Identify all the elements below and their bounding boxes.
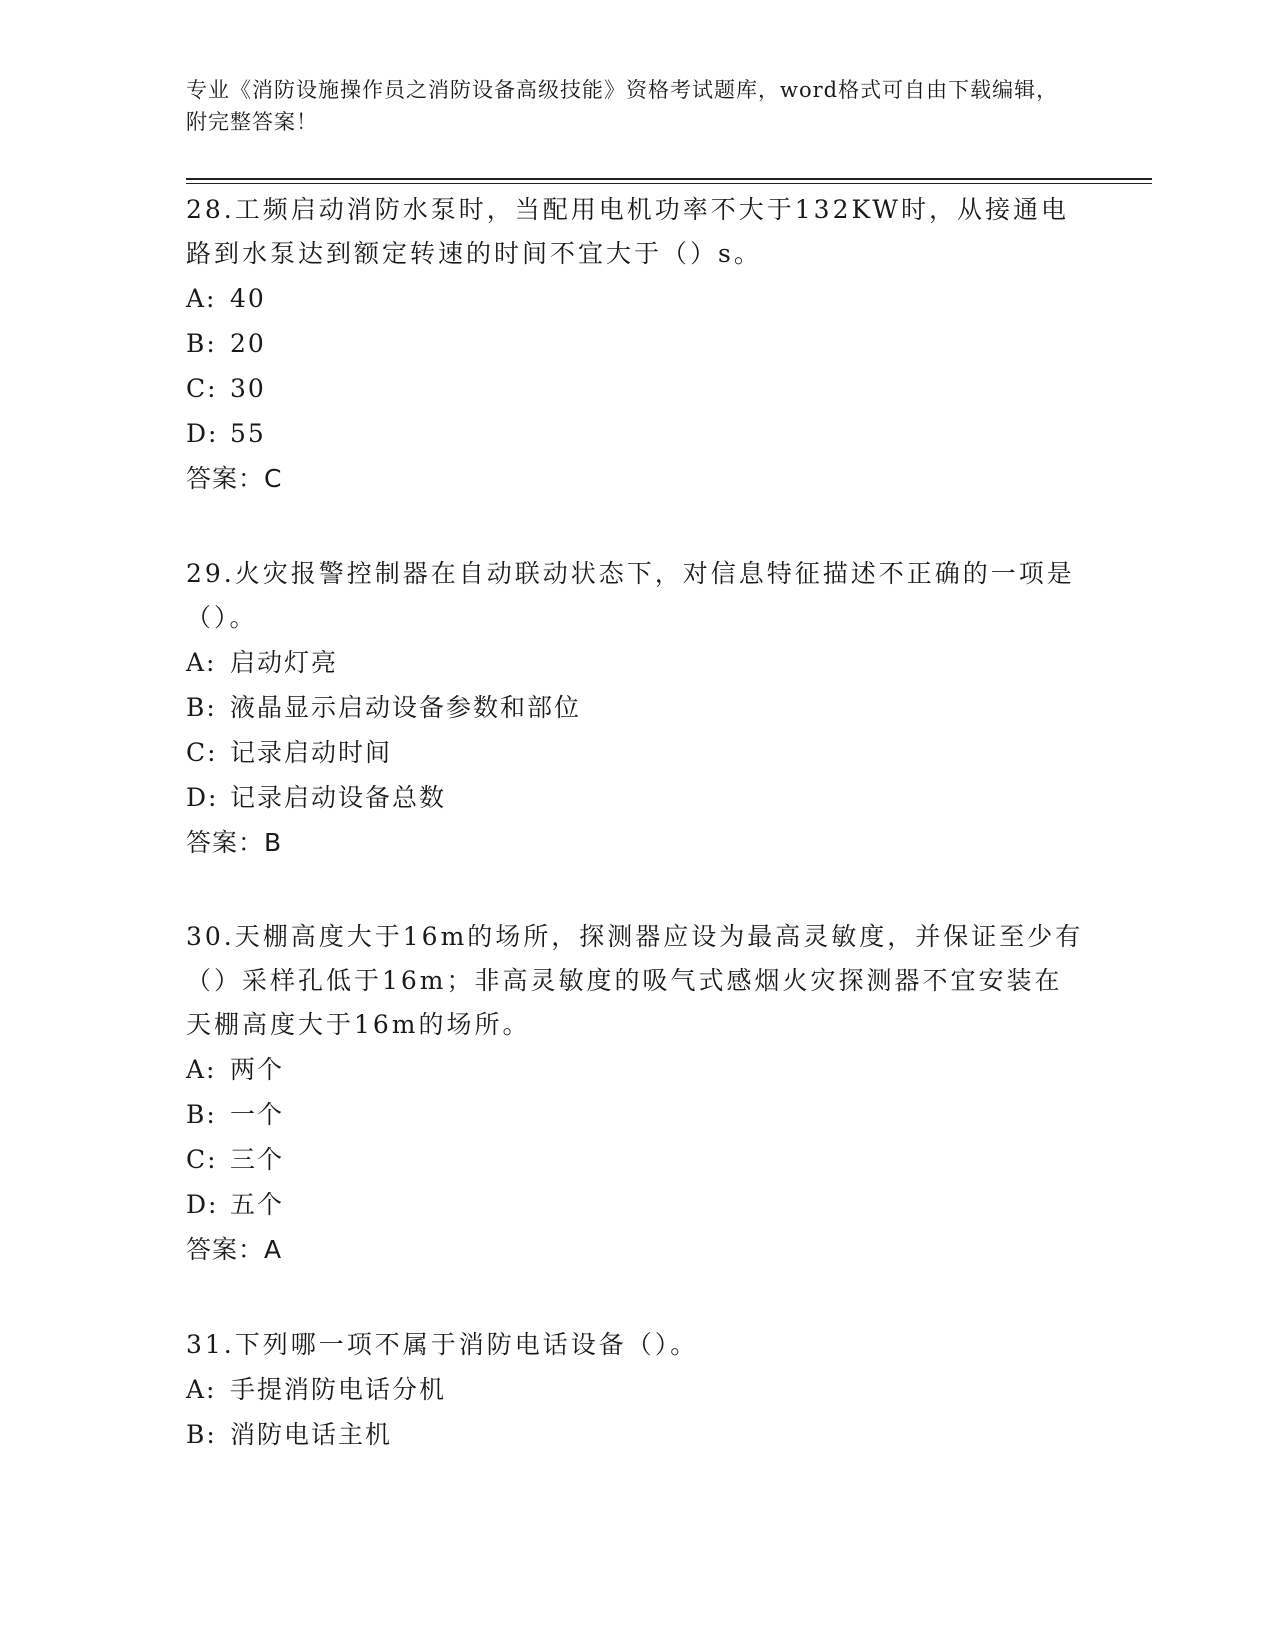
option-text: 两个 — [230, 1055, 285, 1084]
question-28 — [186, 188, 1086, 501]
answer-key: 答案：A — [186, 1235, 283, 1264]
question-stem: 30.天棚高度大于16m的场所，探测器应设为最高灵敏度，并保证至少有（）采样孔低于16m；非高灵敏度的吸气式感烟火灾探测器不宜安装在天棚高度大于16m的场所。 — [186, 922, 1084, 1039]
answer-key: 答案：B — [186, 828, 283, 857]
option-d — [186, 775, 1086, 820]
answer-key: 答案：C — [186, 464, 283, 493]
option-label: D: — [186, 1190, 219, 1219]
option-d — [186, 411, 1086, 456]
option-text: 40 — [230, 284, 266, 313]
option-label: B: — [186, 693, 217, 722]
option-b — [186, 1412, 1086, 1457]
option-b — [186, 685, 1086, 730]
option-text: 记录启动时间 — [230, 738, 393, 767]
question-30 — [186, 915, 1086, 1272]
document-header: 专业《消防设施操作员之消防设备高级技能》资格考试题库，word格式可自由下载编辑，附完整答案！ — [186, 78, 1059, 134]
question-stem: 29.火灾报警控制器在自动联动状态下，对信息特征描述不正确的一项是（）。 — [186, 559, 1075, 632]
option-a — [186, 640, 1086, 685]
option-text: 记录启动设备总数 — [230, 783, 447, 812]
option-label: D: — [186, 419, 219, 448]
question-29 — [186, 552, 1086, 865]
option-text: 五个 — [230, 1190, 285, 1219]
option-c — [186, 366, 1086, 411]
option-label: A: — [186, 284, 217, 313]
option-d — [186, 1182, 1086, 1227]
option-label: A: — [186, 1375, 217, 1404]
option-a — [186, 1047, 1086, 1092]
option-text: 55 — [230, 419, 266, 448]
option-label: B: — [186, 329, 217, 358]
header-divider-thick — [186, 178, 1152, 180]
option-label: B: — [186, 1100, 217, 1129]
option-c — [186, 730, 1086, 775]
option-c — [186, 1137, 1086, 1182]
option-text: 30 — [230, 374, 266, 403]
option-text: 手提消防电话分机 — [230, 1375, 447, 1404]
question-stem: 31.下列哪一项不属于消防电话设备（）。 — [186, 1330, 699, 1359]
option-a — [186, 276, 1086, 321]
option-label: A: — [186, 1055, 217, 1084]
option-a — [186, 1367, 1086, 1412]
option-text: 消防电话主机 — [230, 1420, 393, 1449]
option-text: 启动灯亮 — [230, 648, 339, 677]
option-text: 20 — [230, 329, 266, 358]
option-text: 液晶显示启动设备参数和部位 — [230, 693, 582, 722]
header-divider-thin — [186, 183, 1152, 184]
option-b — [186, 321, 1086, 366]
option-label: C: — [186, 374, 218, 403]
question-stem: 28.工频启动消防水泵时，当配用电机功率不大于132KW时，从接通电路到水泵达到额定转速的时间不宜大于（）s。 — [186, 195, 1069, 268]
option-text: 一个 — [230, 1100, 285, 1129]
question-31 — [186, 1323, 1086, 1457]
option-label: C: — [186, 1145, 218, 1174]
option-label: D: — [186, 783, 219, 812]
option-label: C: — [186, 738, 218, 767]
option-b — [186, 1092, 1086, 1137]
option-label: A: — [186, 648, 217, 677]
option-label: B: — [186, 1420, 217, 1449]
option-text: 三个 — [230, 1145, 285, 1174]
